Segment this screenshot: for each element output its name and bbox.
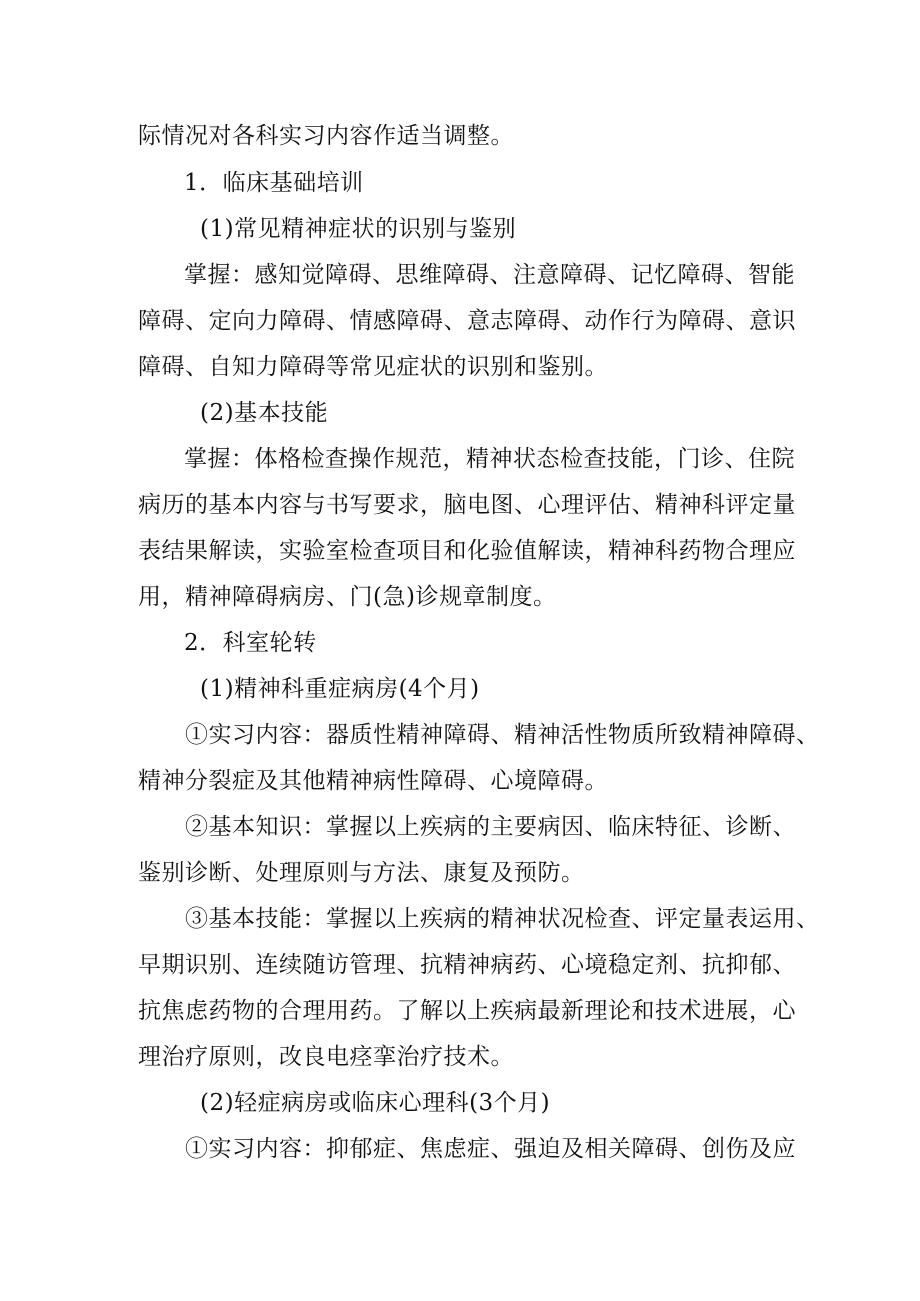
paragraph-line: 抗焦虑药物的合理用药。了解以上疾病最新理论和技术进展，心: [138, 998, 796, 1024]
subsection-heading: (1)精神科重症病房(4个月): [200, 676, 480, 702]
section-heading: 1．临床基础培训: [184, 170, 364, 196]
paragraph-line: 掌握：感知觉障碍、思维障碍、注意障碍、记忆障碍、智能: [184, 262, 795, 288]
paragraph-line: ①实习内容：抑郁症、焦虑症、强迫及相关障碍、创伤及应: [185, 1136, 796, 1162]
paragraph-line: 理治疗原则，改良电痉挛治疗技术。: [138, 1044, 514, 1070]
subsection-heading: (2)轻症病房或临床心理科(3个月): [200, 1090, 551, 1116]
paragraph-line: 障碍、自知力障碍等常见症状的识别和鉴别。: [138, 354, 608, 380]
paragraph-line: 障碍、定向力障碍、情感障碍、意志障碍、动作行为障碍、意识: [138, 308, 796, 334]
paragraph-line: 际情况对各科实习内容作适当调整。: [138, 123, 514, 149]
paragraph-line: 病历的基本内容与书写要求，脑电图、心理评估、精神科评定量: [138, 492, 796, 518]
paragraph-line: 用，精神障碍病房、门(急)诊规章制度。: [138, 584, 557, 610]
paragraph-line: ③基本技能：掌握以上疾病的精神状况检查、评定量表运用、: [185, 906, 820, 932]
section-heading: 2．科室轮转: [184, 630, 317, 656]
paragraph-line: 表结果解读，实验室检查项目和化验值解读，精神科药物合理应: [138, 538, 796, 564]
paragraph-line: ②基本知识：掌握以上疾病的主要病因、临床特征、诊断、: [185, 814, 796, 840]
paragraph-line: 早期识别、连续随访管理、抗精神病药、心境稳定剂、抗抑郁、: [138, 952, 796, 978]
paragraph-line: ①实习内容：器质性精神障碍、精神活性物质所致精神障碍、: [185, 722, 820, 748]
subsection-heading: (1)常见精神症状的识别与鉴别: [200, 216, 517, 242]
paragraph-line: 精神分裂症及其他精神病性障碍、心境障碍。: [138, 768, 608, 794]
subsection-heading: (2)基本技能: [200, 400, 329, 426]
paragraph-line: 掌握：体格检查操作规范，精神状态检查技能，门诊、住院: [184, 446, 795, 472]
paragraph-line: 鉴别诊断、处理原则与方法、康复及预防。: [138, 860, 585, 886]
